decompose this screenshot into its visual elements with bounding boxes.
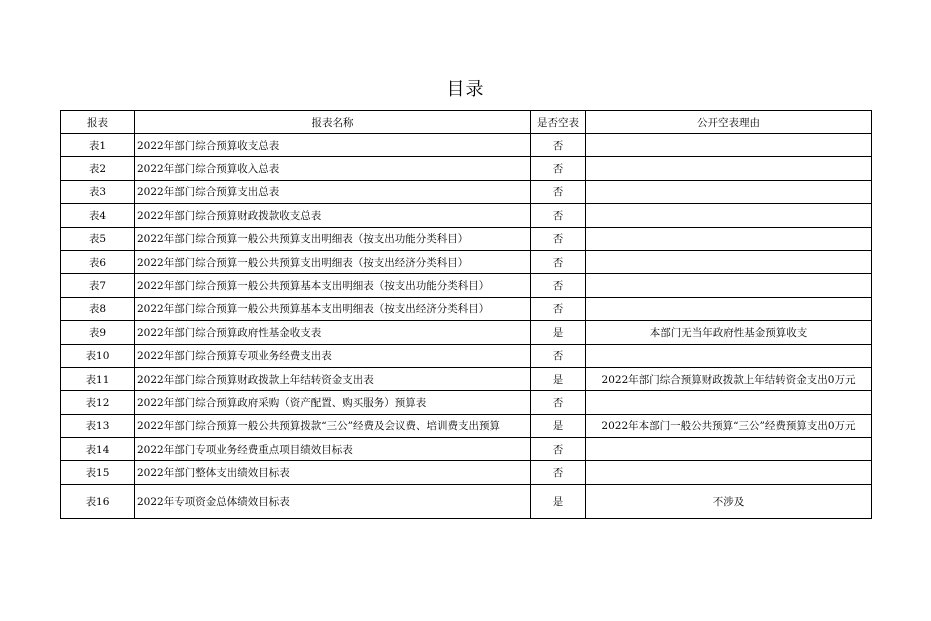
is-empty-cell: 否	[531, 461, 586, 484]
report-id-cell: 表11	[61, 367, 135, 390]
report-name-cell: 2022年部门综合预算一般公共预算基本支出明细表（按支出功能分类科目）	[135, 274, 531, 297]
report-name-cell: 2022年部门综合预算一般公共预算支出明细表（按支出功能分类科目）	[135, 227, 531, 250]
header-report: 报表	[61, 111, 135, 134]
is-empty-cell: 是	[531, 321, 586, 344]
table-row	[61, 204, 872, 227]
empty-reason-cell	[586, 438, 872, 461]
table-row	[61, 157, 872, 180]
report-id-cell: 表13	[61, 414, 135, 437]
report-id-cell: 表1	[61, 134, 135, 157]
catalog-table	[60, 110, 872, 519]
header-report-name: 报表名称	[135, 111, 531, 134]
table-row	[61, 344, 872, 367]
header-is-empty: 是否空表	[531, 111, 586, 134]
table-row	[61, 484, 872, 518]
table-row	[61, 134, 872, 157]
empty-reason-cell	[586, 250, 872, 273]
report-id-cell: 表7	[61, 274, 135, 297]
report-name-cell: 2022年部门整体支出绩效目标表	[135, 461, 531, 484]
report-id-cell: 表4	[61, 204, 135, 227]
empty-reason-cell	[586, 344, 872, 367]
empty-reason-cell: 2022年本部门一般公共预算“三公”经费预算支出0万元	[586, 414, 872, 437]
is-empty-cell: 否	[531, 250, 586, 273]
report-id-cell: 表16	[61, 484, 135, 518]
is-empty-cell: 否	[531, 344, 586, 367]
report-id-cell: 表15	[61, 461, 135, 484]
report-id-cell: 表8	[61, 297, 135, 320]
is-empty-cell: 是	[531, 367, 586, 390]
table-row	[61, 227, 872, 250]
report-name-cell: 2022年部门专项业务经费重点项目绩效目标表	[135, 438, 531, 461]
report-id-cell: 表12	[61, 391, 135, 414]
is-empty-cell: 否	[531, 274, 586, 297]
empty-reason-cell: 2022年部门综合预算财政拨款上年结转资金支出0万元	[586, 367, 872, 390]
empty-reason-cell	[586, 227, 872, 250]
report-name-cell: 2022年部门综合预算财政拨款上年结转资金支出表	[135, 367, 531, 390]
empty-reason-cell	[586, 274, 872, 297]
report-name-cell: 2022年部门综合预算收支总表	[135, 134, 531, 157]
empty-reason-cell	[586, 461, 872, 484]
is-empty-cell: 否	[531, 204, 586, 227]
is-empty-cell: 是	[531, 484, 586, 518]
report-name-cell: 2022年部门综合预算一般公共预算基本支出明细表（按支出经济分类科目）	[135, 297, 531, 320]
table-row	[61, 321, 872, 344]
empty-reason-cell	[586, 157, 872, 180]
report-id-cell: 表3	[61, 180, 135, 203]
report-id-cell: 表10	[61, 344, 135, 367]
empty-reason-cell	[586, 297, 872, 320]
report-name-cell: 2022年部门综合预算一般公共预算支出明细表（按支出经济分类科目）	[135, 250, 531, 273]
is-empty-cell: 否	[531, 297, 586, 320]
report-id-cell: 表9	[61, 321, 135, 344]
report-id-cell: 表14	[61, 438, 135, 461]
report-id-cell: 表5	[61, 227, 135, 250]
table-header-row	[61, 111, 872, 134]
empty-reason-cell	[586, 391, 872, 414]
report-id-cell: 表2	[61, 157, 135, 180]
table-row	[61, 461, 872, 484]
page-title: 目录	[446, 79, 485, 100]
is-empty-cell: 否	[531, 134, 586, 157]
is-empty-cell: 否	[531, 180, 586, 203]
report-name-cell: 2022年部门综合预算政府采购（资产配置、购买服务）预算表	[135, 391, 531, 414]
report-name-cell: 2022年部门综合预算专项业务经费支出表	[135, 344, 531, 367]
empty-reason-cell: 不涉及	[586, 484, 872, 518]
empty-reason-cell	[586, 180, 872, 203]
report-name-cell: 2022年部门综合预算一般公共预算拨款“三公”经费及会议费、培训费支出预算	[135, 414, 531, 437]
header-empty-reason: 公开空表理由	[586, 111, 872, 134]
is-empty-cell: 否	[531, 391, 586, 414]
empty-reason-cell: 本部门无当年政府性基金预算收支	[586, 321, 872, 344]
report-name-cell: 2022年部门综合预算支出总表	[135, 180, 531, 203]
table-row	[61, 414, 872, 437]
report-name-cell: 2022年部门综合预算财政拨款收支总表	[135, 204, 531, 227]
report-name-cell: 2022年专项资金总体绩效目标表	[135, 484, 531, 518]
table-row	[61, 297, 872, 320]
is-empty-cell: 否	[531, 438, 586, 461]
table-row	[61, 367, 872, 390]
table-row	[61, 391, 872, 414]
table-row	[61, 274, 872, 297]
report-name-cell: 2022年部门综合预算政府性基金收支表	[135, 321, 531, 344]
is-empty-cell: 否	[531, 227, 586, 250]
is-empty-cell: 是	[531, 414, 586, 437]
report-id-cell: 表6	[61, 250, 135, 273]
report-name-cell: 2022年部门综合预算收入总表	[135, 157, 531, 180]
table-row	[61, 250, 872, 273]
empty-reason-cell	[586, 204, 872, 227]
table-row	[61, 438, 872, 461]
empty-reason-cell	[586, 134, 872, 157]
table-row	[61, 180, 872, 203]
is-empty-cell: 否	[531, 157, 586, 180]
